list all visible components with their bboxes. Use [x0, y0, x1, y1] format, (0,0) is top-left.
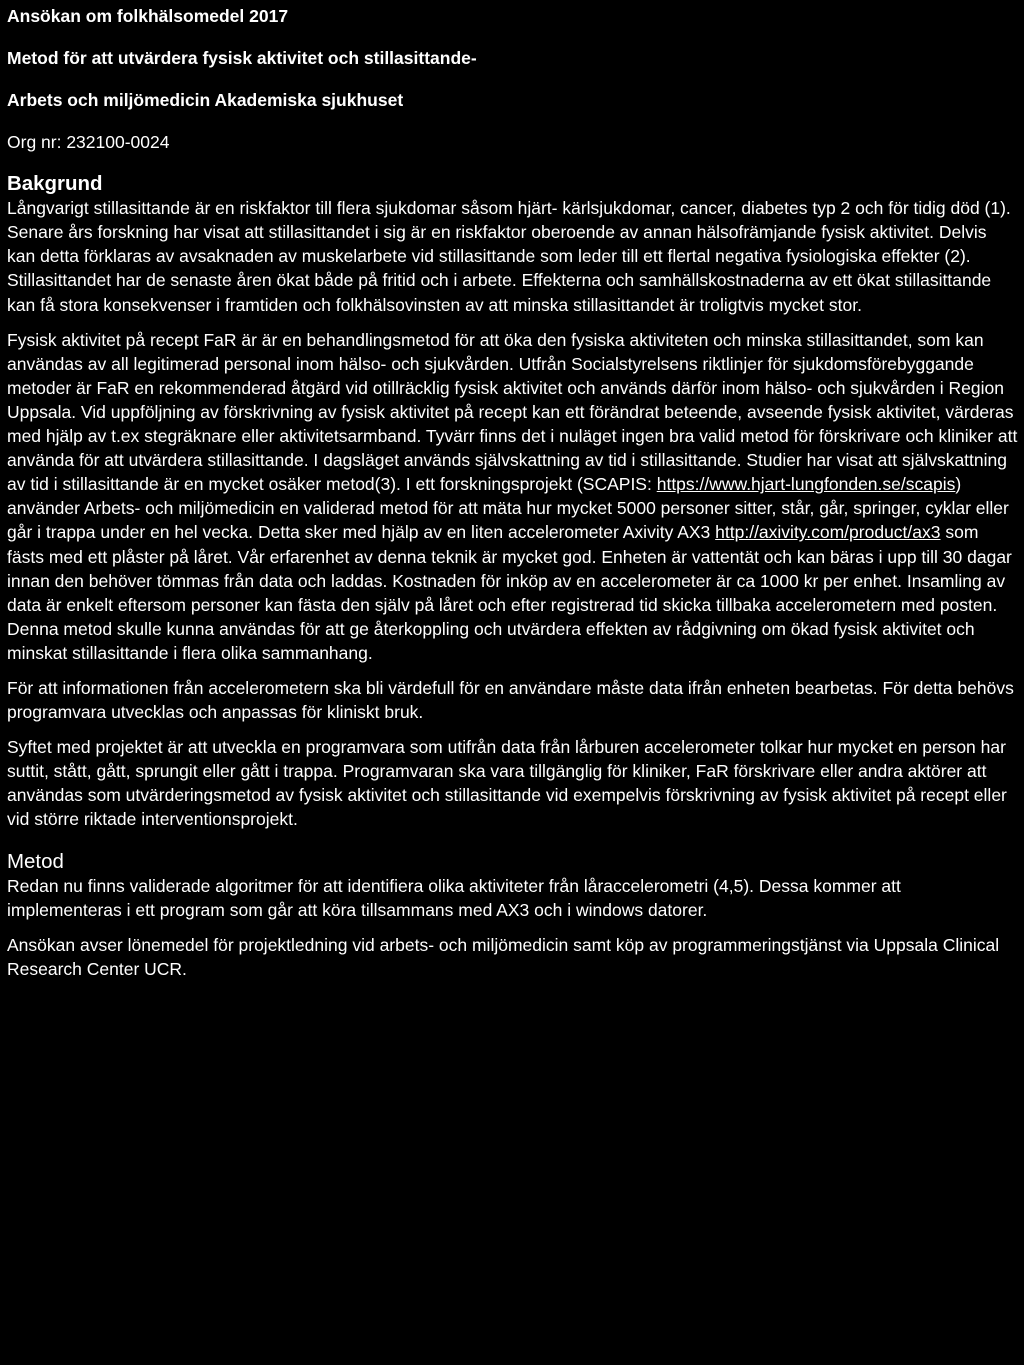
metod-heading: Metod: [7, 849, 64, 873]
axivity-link[interactable]: http://axivity.com/product/ax3: [715, 522, 941, 543]
bakgrund-paragraph-3: För att informationen från accelerometern ska bli värdefull för en användare måste data ifrån enheten bearbetas. För detta behövs programvara utvecklas och anpassas för kliniskt bruk.: [7, 677, 1014, 723]
scapis-link[interactable]: https://www.hjart-lungfonden.se/scapis: [656, 474, 956, 495]
bakgrund-paragraph-2: [7, 328, 1019, 665]
bakgrund-paragraph-2-text-c: som fästs med ett plåster på låret. Vår erfarenhet av denna teknik är mycket god. Enheten är vattentät och kan bäras i upp till 30 dagar innan den behöver tömmas från data och laddas. Kostnaden för inköp av en accelerometer är ca 1000 kr per enhet. Insamling av data är enkelt eftersom personer kan fästa den själv på låret och efter registrerad tid skicka tillbaka accelerometern med posten. Denna metod skulle kunna användas för att ge återkoppling och utvärdera effekten av rådgivning om ökad fysisk aktivitet och minskat stillasittande i flera olika sammanhang.: [7, 522, 1012, 663]
bakgrund-paragraph-1: Långvarigt stillasittande är en riskfaktor till flera sjukdomar såsom hjärt- kärlsjukdomar, cancer, diabetes typ 2 och för tidig död (1). Senare års forskning har visat att stillasittandet i sig är en riskfaktor oberoende av annan hälsofrämjande fysisk aktivitet. Delvis kan detta förklaras av avsaknaden av muskelarbete vid stillasittande som leder till ett flertal negativa fysiologiska effekter (2). Stillasittandet har de senaste åren ökat både på fritid och i arbete. Effekterna och samhällskostnaderna av ett ökat stillasittande kan få stora konsekvenser i framtiden och folkhälsovinsten av att minska stillasittandet är troligtvis mycket stor.: [7, 198, 1011, 315]
metod-paragraph-1: Redan nu finns validerade algoritmer för att identifiera olika aktiviteter från låraccelerometri (4,5). Dessa kommer att implementeras i ett program som går att köra tillsammans med AX3 och i windows datorer.: [7, 875, 901, 920]
project-title: Metod för att utvärdera fysisk aktivitet och stillasittande-: [7, 48, 477, 68]
document-page: [7, 4, 1019, 981]
bakgrund-heading: Bakgrund: [7, 172, 103, 196]
bakgrund-paragraph-4: Syftet med projektet är att utveckla en programvara som utifrån data från lårburen accelerometer tolkar hur mycket en person har suttit, stått, gått, sprungit eller gått i trappa. Programvaran ska vara tillgänglig för kliniker, FaR förskrivare eller andra aktörer att användas som utvärderingsmetod av fysisk aktivitet och stillasittande vid exempelvis förskrivning av fysisk aktivitet på recept eller vid större riktade interventionsprojekt.: [7, 737, 1007, 830]
metod-paragraph-2: Ansökan avser lönemedel för projektledning vid arbets- och miljömedicin samt köp av programmeringstjänst via Uppsala Clinical Research Center UCR.: [7, 934, 1000, 979]
organisation-name: Arbets och miljömedicin Akademiska sjukhuset: [7, 90, 404, 110]
document-title: Ansökan om folkhälsomedel 2017: [7, 6, 289, 26]
org-number: Org nr: 232100-0024: [7, 132, 170, 152]
bakgrund-paragraph-2-text-a: Fysisk aktivitet på recept FaR är är en behandlingsmetod för att öka den fysiska aktiviteten och minska stillasittandet, som kan användas av all legitimerad personal inom hälso- och sjukvården. Utfrån Socialstyrelsens riktlinjer för sjukdomsförebyggande metoder är FaR en rekommenderad åtgärd vid otillräcklig fysisk aktivitet och används därför inom hälso- och sjukvården i Region Uppsala. Vid uppföljning av förskrivning av fysisk aktivitet på recept kan ett förändrat beteende, avseende fysisk aktivitet, värderas med hjälp av t.ex stegräknare eller aktivitetsarmband. Tyvärr finns det i nuläget ingen bra valid metod för förskrivare och kliniker att använda för att utvärdera stillasittande. I dagsläget används självskattning av tid i stillasittande. Studier har visat att självskattning av tid i stillasittande är en mycket osäker metod(3). I ett forskningsprojekt (SCAPIS:: [7, 329, 1018, 495]
bakgrund-paragraph-2-text-b: ) använder Arbets- och miljömedicin en validerad metod för att mäta hur mycket 5000 personer sitter, står, går, springer, cyklar eller går i trappa under en hel vecka. Detta sker med hjälp av en liten accelerometer Axivity AX3: [7, 474, 1009, 543]
